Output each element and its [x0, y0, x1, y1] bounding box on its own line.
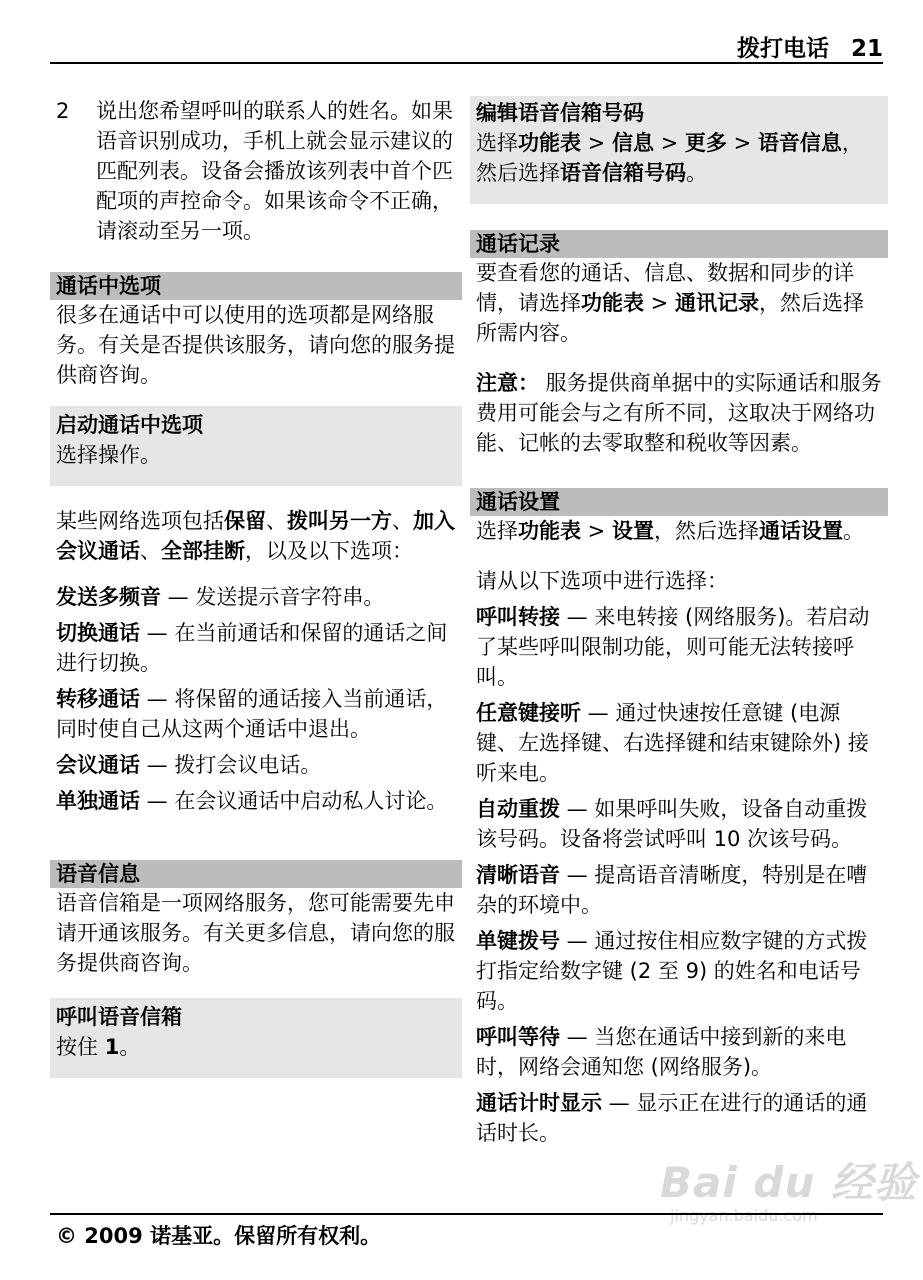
step-item [56, 96, 456, 246]
left-column [56, 96, 456, 1078]
text: > [726, 131, 758, 155]
option-end-all: 全部挂断 [161, 539, 245, 563]
option-item [56, 684, 456, 744]
key-1: 1 [104, 1035, 120, 1059]
setting-item [476, 698, 882, 788]
in-call-paragraph: 很多在通话中可以使用的选项都是网络服务。有关是否提供该服务，请向您的服务提供商咨询。 [56, 303, 455, 387]
option-item [56, 618, 456, 678]
page-header [50, 30, 883, 64]
setting-desc: — 来电转接 (网络服务)。若启动了某些呼叫限制功能，则可能无法转接呼叫。 [476, 605, 870, 689]
text: ，以及以下选项： [245, 539, 413, 563]
copyright-footer: © 2009 诺基亚。保留所有权利。 [56, 1224, 382, 1248]
choose-paragraph: 请从以下选项中进行选择： [476, 569, 728, 593]
text: 。 [686, 161, 707, 185]
setting-item [476, 926, 882, 1016]
option-desc: — 发送提示音字符串。 [161, 585, 385, 609]
note-paragraph [476, 368, 882, 458]
option-conference: 加入会议通话 [56, 509, 455, 563]
menu-path: 设置 [611, 519, 654, 543]
network-options-paragraph [56, 506, 456, 566]
right-column [476, 96, 882, 1148]
text: 某些网络选项包括 [56, 509, 224, 533]
text: ，然后选择所需内容。 [476, 291, 864, 345]
section-heading-voice: 语音信息 [50, 860, 462, 888]
settings-paragraph [476, 516, 882, 546]
text: 、 [140, 539, 161, 563]
option-term: 发送多频音 [56, 585, 161, 609]
menu-path: 功能表 [518, 131, 581, 155]
menu-path: 通讯记录 [674, 291, 759, 315]
option-desc: — 在会议通话中启动私人讨论。 [140, 789, 448, 813]
text: 、 [266, 509, 287, 533]
log-paragraph [476, 258, 882, 348]
call-voicemail-text [56, 1032, 456, 1062]
text: ，然后选择 [476, 131, 863, 185]
text: > [581, 519, 612, 543]
option-term: 转移通话 [56, 687, 140, 711]
text: 要查看您的通话、信息、数据和同步的详情，请选择 [476, 261, 854, 315]
setting-item [476, 860, 882, 920]
setting-item [476, 1022, 882, 1082]
edit-voicemail-box [470, 96, 888, 204]
option-hold: 保留 [224, 509, 266, 533]
in-call-options-list [56, 582, 456, 816]
option-term: 单独通话 [56, 789, 140, 813]
menu-path: 语音信息 [757, 131, 842, 155]
section-heading-log: 通话记录 [470, 230, 888, 258]
text: > [581, 131, 612, 155]
watermark-url: jingyan.baidu.com [670, 1206, 818, 1225]
text: 选择 [476, 519, 518, 543]
step-text: 说出您希望呼叫的联系人的姓名。如果语音识别成功，手机上就会显示建议的匹配列表。设备会播放该列表中首个匹配项的声控命令。如果该命令不正确，请滚动至另一项。 [96, 99, 453, 243]
menu-path: 信息 [611, 131, 654, 155]
start-in-call-heading: 启动通话中选项 [56, 413, 203, 437]
option-desc: — 拨打会议电话。 [140, 753, 322, 777]
call-voicemail-heading: 呼叫语音信箱 [56, 1005, 182, 1029]
settings-options-list [476, 602, 882, 1148]
edit-voicemail-text [476, 128, 882, 188]
setting-term: 自动重拨 [476, 797, 560, 821]
option-desc: — 将保留的通话接入当前通话，同时使自己从这两个通话中退出。 [56, 687, 448, 741]
option-term: 切换通话 [56, 621, 140, 645]
section-heading-settings: 通话设置 [470, 488, 888, 516]
option-item [56, 582, 456, 612]
setting-term: 清晰语音 [476, 863, 560, 887]
footer-divider [50, 1213, 883, 1215]
start-in-call-text: 选择操作。 [56, 443, 161, 467]
setting-term: 通话计时显示 [476, 1091, 602, 1115]
option-item [56, 786, 456, 816]
text: > [644, 291, 675, 315]
setting-term: 呼叫等待 [476, 1025, 560, 1049]
menu-path: 通话设置 [758, 519, 843, 543]
text: > [653, 131, 685, 155]
text: ，然后选择 [653, 519, 759, 543]
setting-item [476, 794, 882, 854]
menu-path: 功能表 [581, 291, 644, 315]
option-term: 会议通话 [56, 753, 140, 777]
text: 按住 [56, 1035, 105, 1059]
text: 。 [842, 519, 864, 543]
call-voicemail-box [50, 998, 462, 1078]
menu-path: 功能表 [518, 519, 581, 543]
edit-voicemail-heading: 编辑语音信箱号码 [476, 101, 644, 125]
setting-item [476, 1088, 882, 1148]
option-desc: — 在当前通话和保留的通话之间进行切换。 [56, 621, 448, 675]
setting-desc: — 通过按住相应数字键的方式拨打指定给数字键 (2 至 9) 的姓名和电话号码。 [476, 929, 868, 1013]
text: 、 [392, 509, 413, 533]
setting-desc: — 提高语音清晰度，特别是在嘈杂的环境中。 [476, 863, 868, 917]
note-text: 服务提供商单据中的实际通话和服务费用可能会与之有所不同，这取决于网络功能、记帐的去零取整和税收等因素。 [476, 371, 882, 455]
menu-path: 更多 [684, 131, 727, 155]
watermark-logo: Bai du 经验 [660, 1158, 917, 1207]
text: 选择 [476, 131, 518, 155]
page-number: 21 [850, 36, 883, 62]
setting-desc: — 显示正在进行的通话的通话时长。 [476, 1091, 868, 1145]
setting-desc: — 通过快速按任意键 (电源键、左选择键、右选择键和结束键除外) 接听来电。 [476, 701, 869, 785]
setting-item [476, 602, 882, 692]
voice-paragraph: 语音信箱是一项网络服务，您可能需要先申请开通该服务。有关更多信息，请向您的服务提供商咨询。 [56, 891, 455, 975]
text: 。 [119, 1035, 141, 1059]
chapter-title: 拨打电话 [736, 36, 829, 62]
note-label: 注意： [476, 371, 539, 395]
setting-term: 任意键接听 [476, 701, 581, 725]
setting-term: 呼叫转接 [476, 605, 560, 629]
option-call-other: 拨叫另一方 [287, 509, 392, 533]
step-number: 2 [56, 99, 70, 123]
setting-desc: — 如果呼叫失败，设备自动重拨该号码。设备将尝试呼叫 10 次该号码。 [476, 797, 868, 851]
menu-path: 语音信箱号码 [560, 161, 686, 185]
section-heading-in-call: 通话中选项 [50, 272, 462, 300]
setting-term: 单键拨号 [476, 929, 560, 953]
start-in-call-box [50, 406, 462, 486]
option-item [56, 750, 456, 780]
setting-desc: — 当您在通话中接到新的来电时，网络会通知您 (网络服务)。 [476, 1025, 847, 1079]
